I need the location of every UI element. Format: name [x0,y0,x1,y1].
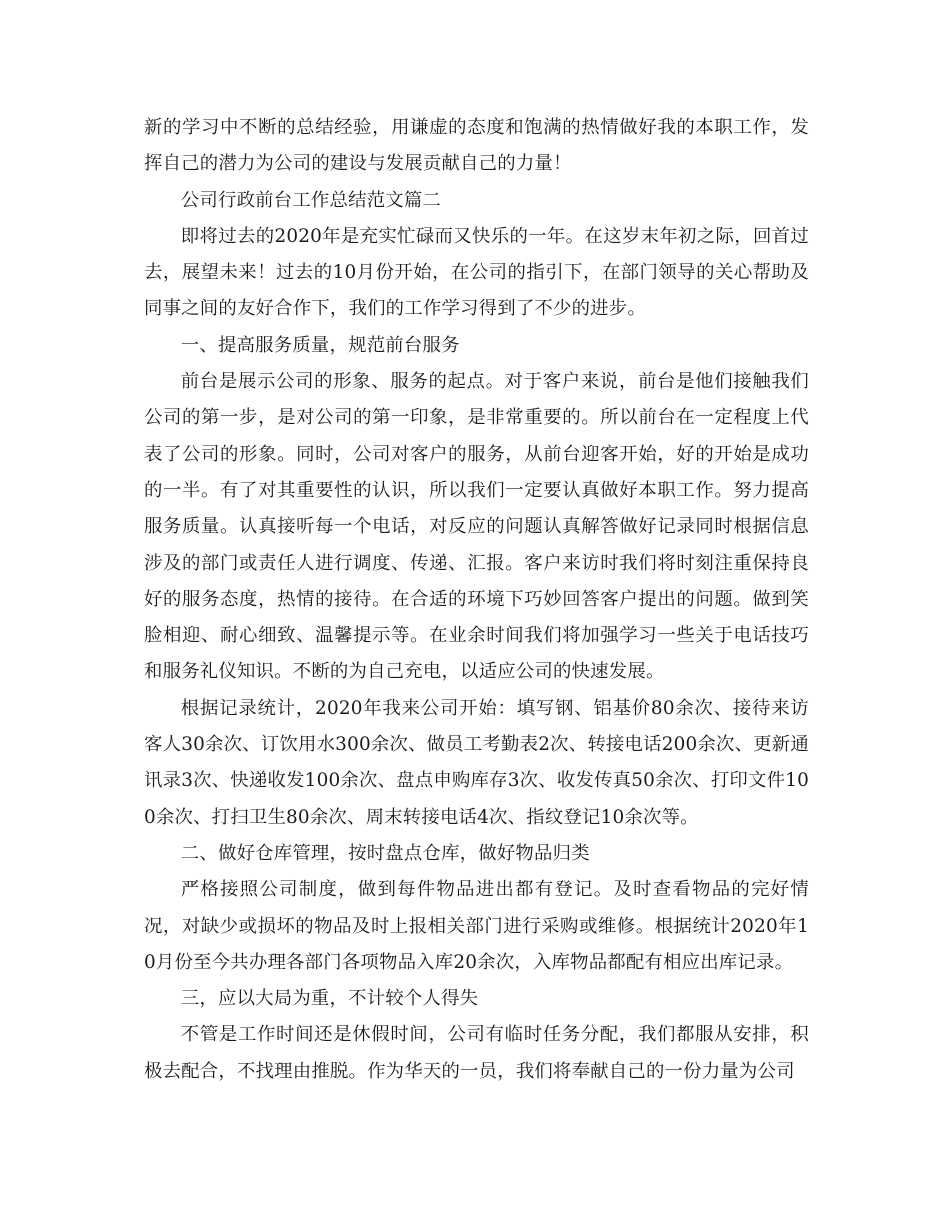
paragraph-teamwork: 不管是工作时间还是休假时间，公司有临时任务分配，我们都服从安排，积极去配合，不找理由推脱。作为华天的一员，我们将奉献自己的一份力量为公司 [144,1024,809,1082]
document-body [144,110,809,1090]
paragraph-continuation: 新的学习中不断的总结经验，用谦虚的态度和饱满的热情做好我的本职工作，发挥自己的潜力为公司的建设与发展贡献自己的力量！ [144,117,809,175]
heading-section-one: 一、提高服务质量，规范前台服务 [180,334,460,356]
heading-section-three: 三，应以大局为重，不计较个人得失 [180,988,479,1010]
paragraph-warehouse: 严格接照公司制度，做到每件物品进出都有登记。及时查看物品的完好情况，对缺少或损坏的物品及时上报相关部门进行采购或维修。根据统计2020年10月份至今共办理各部门各项物品入库20余次，入库物品都配有相应出库记录。 [144,879,809,973]
paragraph-front-desk: 前台是展示公司的形象、服务的起点。对于客户来说，前台是他们接触我们公司的第一步，是对公司的第一印象，是非常重要的。所以前台在一定程度上代表了公司的形象。同时，公司对客户的服务，从前台迎客开始，好的开始是成功的一半。有了对其重要性的认识，所以我们一定要认真做好本职工作。努力提高服务质量。认真接听每一个电话，对反应的问题认真解答做好记录同时根据信息涉及的部门或责任人进行调度、传递、汇报。客户来访时我们将时刻注重保持良好的服务态度，热情的接待。在合适的环境下巧妙回答客户提出的问题。做到笑脸相迎、耐心细致、温馨提示等。在业余时间我们将加强学习一些关于电话技巧和服务礼仪知识。不断的为自己充电，以适应公司的快速发展。 [144,371,809,683]
paragraph-intro: 即将过去的2020年是充实忙碌而又快乐的一年。在这岁末年初之际，回首过去，展望未来！过去的10月份开始，在公司的指引下，在部门领导的关心帮助及同事之间的友好合作下，我们的工作学习得到了不少的进步。 [144,225,809,320]
paragraph-statistics: 根据记录统计，2020年我来公司开始：填写钢、铝基价80余次、接待来访客人30余次、订饮用水300余次、做员工考勤表2次、转接电话200余次、更新通讯录3次、快递收发100余次、盘点申购库存3次、收发传真50余次、打印文件100余次、打扫卫生80余次、周末转接电话4次、指纹登记10余次等。 [144,697,809,828]
heading-section-two: 二、做好仓库管理，按时盘点仓库，做好物品归类 [180,842,590,864]
section-title: 公司行政前台工作总结范文篇二 [180,189,442,211]
